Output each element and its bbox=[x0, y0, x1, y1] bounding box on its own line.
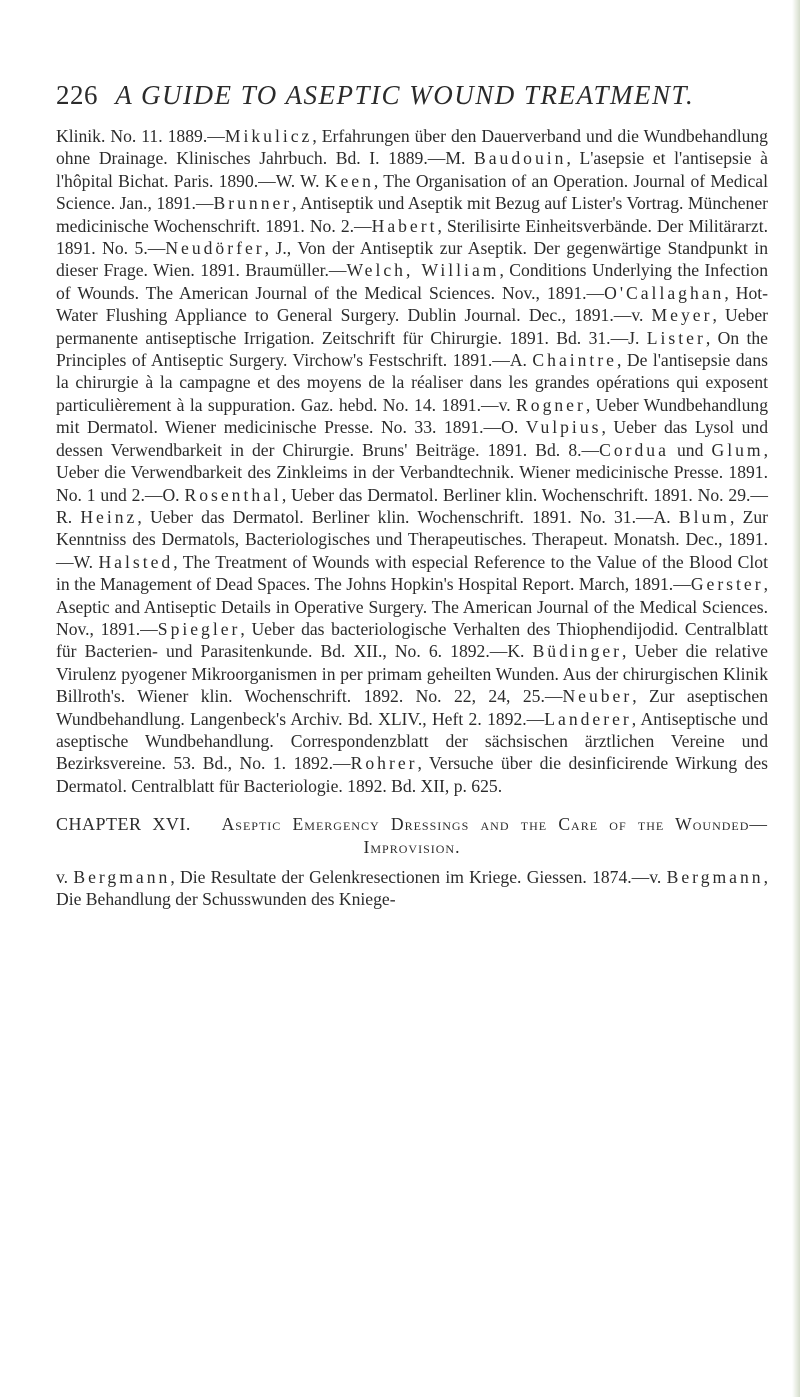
author-name: Neudörfer bbox=[165, 238, 265, 259]
author-name: Welch, William bbox=[346, 260, 500, 281]
citation-text: , Conditions Underlying the Infection of Wounds. The American Journal of the Medical Sciences. Nov., 1891.— bbox=[56, 260, 768, 303]
author-name: Vulpius bbox=[525, 417, 602, 438]
citation-text: , Erfahrungen über den Dauerverband und die Wundbehandlung ohne Drainage. Klinisches Jahrbuch. Bd. I. 1889.—M. bbox=[56, 126, 768, 169]
citation-text: , Die Behandlung der Schusswunden des Kniege- bbox=[56, 867, 768, 910]
author-name: Neuber bbox=[562, 686, 633, 707]
author-name: Heinz bbox=[80, 506, 138, 527]
citation-text: , Ueber die Verwendbarkeit des Zinkleims in der Verbandtechnik. Wiener medicinische Presse. 1891. No. 1 und 2.—O. bbox=[56, 439, 768, 505]
citation-text: Klinik. No. 11. 1889.— bbox=[56, 126, 225, 146]
citation-text: , Aseptic and Antiseptic Details in Operative Surgery. The American Journal of the Medical Sciences. Nov., 1891.— bbox=[56, 574, 768, 639]
author-name: Bergmann bbox=[73, 867, 171, 887]
running-title: A GUIDE TO ASEPTIC WOUND TREATMENT. bbox=[115, 80, 695, 110]
author-name: Bergmann bbox=[666, 867, 764, 887]
author-name: Gerster bbox=[690, 574, 764, 595]
citation-text: , The Treatment of Wounds with especial Reference to the Value of the Blood Clot in the Management of Dead Spaces. The Johns Hopkin's Hospital Report. March, 1891.— bbox=[56, 551, 768, 595]
citation-text: , On the Principles of Antiseptic Surgery. Virchow's Festschrift. 1891.—A. bbox=[56, 327, 768, 371]
page-number: 226 bbox=[56, 80, 98, 110]
author-name: Chaintre bbox=[532, 350, 617, 371]
page-body bbox=[56, 125, 768, 911]
citation-text: , Ueber Wundbehandlung mit Dermatol. Wiener medicinische Presse. No. 33. 1891.—O. bbox=[56, 394, 769, 438]
author-name: Cordua bbox=[599, 439, 669, 460]
author-name: Spiegler bbox=[157, 618, 241, 639]
citation-text: , Zur Kenntniss des Dermatols, Bacteriologisches und Therapeutisches. Therapeut. Monatsh. Dec., 1891.—W. bbox=[56, 506, 768, 572]
citation-text: , Zur aseptischen Wundbehandlung. Langenbeck's Archiv. Bd. XLIV., Heft 2. 1892.— bbox=[56, 686, 768, 729]
citation-text: , Ueber die relative Virulenz pyogener Mikroorganismen in per primam geheilten Wunden. Aus der chirurgischen Klinik Billroth's. Wiener klin. Wochenschrift. 1892. No. 22, 24, 25.— bbox=[56, 641, 768, 707]
citation-text: , Antiseptik und Aseptik mit Bezug auf Lister's Vortrag. Münchener medicinische Wochenschrift. 1891. No. 2.— bbox=[56, 193, 768, 236]
citation-text: und bbox=[668, 439, 712, 460]
author-name: Rogner bbox=[516, 394, 586, 415]
citation-text: , J., Von der Antiseptik zur Aseptik. Der gegenwärtige Standpunkt in dieser Frage. Wien. 1891. Braumüller.— bbox=[56, 238, 768, 281]
author-name: O'Callaghan bbox=[604, 282, 725, 303]
bibliography-paragraph bbox=[56, 125, 768, 797]
citation-text: , Ueber permanente antiseptische Irrigation. Zeitschrift für Chirurgie. 1891. Bd. 31.—J. bbox=[56, 305, 768, 348]
citation-text: , Ueber das bacteriologische Verhalten des Thiophendijodid. Centralblatt für Bacterien- und Parasitenkunde. Bd. XII., No. 6. 1892.—K. bbox=[56, 618, 768, 662]
citation-text: , Ueber das Dermatol. Berliner klin. Wochenschrift. 1891. No. 29.—R. bbox=[56, 484, 768, 527]
author-name: Büdinger bbox=[532, 641, 623, 662]
author-name: Glum bbox=[711, 439, 764, 460]
chapter-title: Aseptic Emergency Dressings and the Care of the Wounded—Improvision. bbox=[221, 814, 768, 857]
citation-text: , Antiseptische und aseptische Wundbehandlung. Correspondenzblatt der sächsischen ärztlichen Vereine und Bezirksvereine. 53. Bd., No. 1. 1892.— bbox=[56, 708, 768, 774]
author-name: Lister bbox=[646, 327, 706, 348]
page-edge bbox=[792, 0, 800, 1397]
author-name: Blum bbox=[678, 506, 730, 527]
author-name: Keen bbox=[324, 170, 374, 191]
author-name: Habert bbox=[371, 215, 438, 236]
citation-text: , Ueber das Lysol und dessen Verwendbarkeit in der Chirurgie. Bruns' Beiträge. 1891. Bd. 8.— bbox=[56, 417, 768, 460]
author-name: Rohrer bbox=[350, 753, 418, 774]
citation-text: , Sterilisirte Einheitsverbände. Der Militärarzt. 1891. No. 5.— bbox=[56, 215, 768, 259]
author-name: Mikulicz bbox=[224, 126, 313, 146]
citation-text: v. bbox=[56, 867, 74, 887]
bibliography-paragraph-2 bbox=[56, 866, 768, 911]
chapter-heading bbox=[56, 813, 768, 858]
citation-text: , Hot-Water Flushing Appliance to General Surgery. Dublin Journal. Dec., 1891.—v. bbox=[56, 282, 769, 326]
author-name: Rosenthal bbox=[184, 484, 282, 505]
citation-text: , The Organisation of an Operation. Journal of Medical Science. Jan., 1891.— bbox=[56, 170, 768, 214]
author-name: Meyer bbox=[651, 305, 713, 326]
author-name: Halsted bbox=[98, 551, 174, 572]
author-name: Landerer bbox=[544, 708, 632, 729]
citation-text: , De l'antisepsie dans la chirurgie à la campagne et des moyens de la réaliser dans les grandes opérations qui exposent particulièrement à la suppuration. Gaz. hebd. No. 14. 1891.—v. bbox=[56, 350, 768, 415]
author-name: Baudouin bbox=[474, 148, 567, 169]
running-header bbox=[56, 78, 768, 112]
citation-text: , L'asepsie et l'antisepsie à l'hôpital Bichat. Paris. 1890.—W. W. bbox=[56, 148, 768, 191]
citation-text: , Versuche über die desinficirende Wirkung des Dermatol. Centralblatt für Bacteriologie. 1892. Bd. XII, p. 625. bbox=[56, 753, 768, 796]
chapter-number: CHAPTER XVI. bbox=[56, 814, 191, 835]
citation-text: , Ueber das Dermatol. Berliner klin. Wochenschrift. 1891. No. 31.—A. bbox=[137, 506, 679, 527]
citation-text: , Die Resultate der Gelenkresectionen im Kriege. Giessen. 1874.—v. bbox=[170, 867, 667, 887]
author-name: Brunner bbox=[213, 193, 293, 214]
